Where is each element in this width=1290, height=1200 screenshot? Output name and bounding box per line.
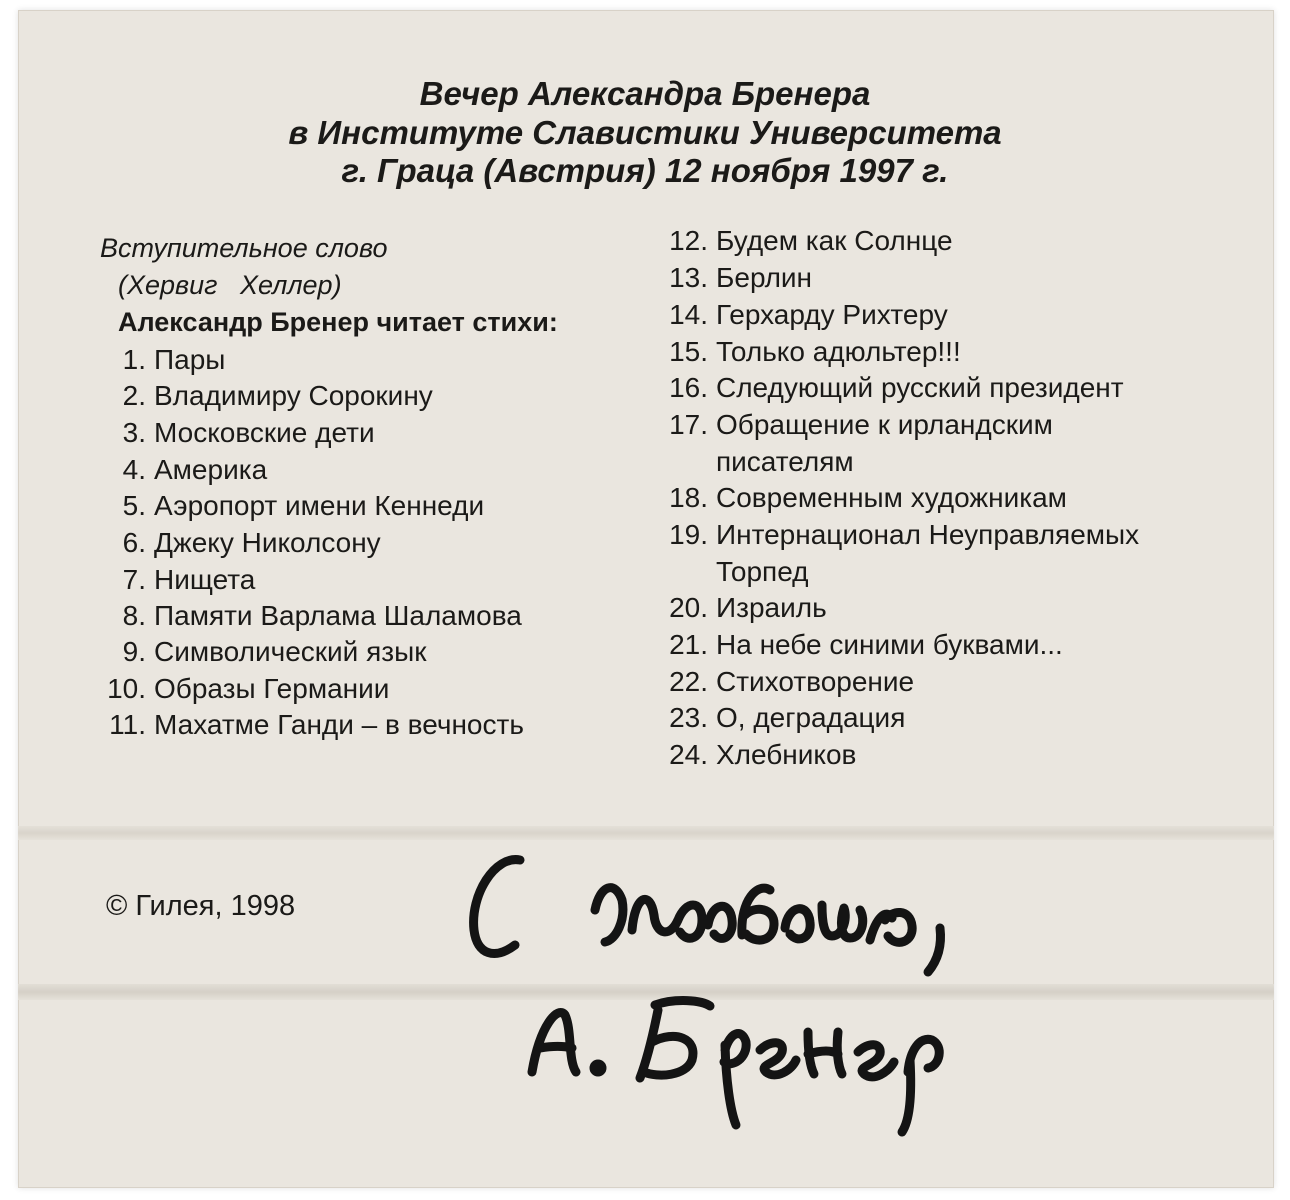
item-number: 8. bbox=[122, 600, 146, 631]
list-item bbox=[103, 600, 522, 632]
list-item bbox=[103, 344, 225, 376]
item-number: 7. bbox=[122, 564, 146, 595]
list-item bbox=[103, 673, 389, 705]
item-title: писателям bbox=[716, 446, 854, 477]
item-title: Нищета bbox=[154, 564, 256, 595]
item-title: Образы Германии bbox=[154, 673, 390, 704]
list-item bbox=[664, 519, 1139, 551]
item-title: Стихотворение bbox=[716, 666, 915, 697]
list-item bbox=[103, 636, 426, 668]
list-item bbox=[103, 490, 484, 522]
list-item bbox=[103, 564, 255, 596]
list-item bbox=[664, 446, 854, 478]
list-item bbox=[664, 299, 948, 331]
item-title: О, деградация bbox=[716, 702, 906, 733]
item-number: 22. bbox=[669, 666, 708, 697]
list-item bbox=[664, 262, 812, 294]
intro-label: Вступительное слово bbox=[100, 233, 388, 263]
list-item bbox=[664, 592, 827, 624]
item-number: 15. bbox=[669, 336, 708, 367]
item-title: Израиль bbox=[716, 592, 827, 623]
item-number: 2. bbox=[122, 380, 146, 411]
item-number: 19. bbox=[669, 519, 708, 550]
list-item bbox=[664, 372, 1124, 404]
item-number: 21. bbox=[669, 629, 708, 660]
list-item bbox=[664, 666, 914, 698]
item-title: Памяти Варлама Шаламова bbox=[154, 600, 522, 631]
copyright-line: © Гилея, 1998 bbox=[106, 890, 296, 922]
item-title: Аэропорт имени Кеннеди bbox=[154, 490, 485, 521]
item-title: Обращение к ирландским bbox=[716, 409, 1053, 440]
list-item bbox=[664, 336, 961, 368]
item-number: 5. bbox=[122, 490, 146, 521]
item-title: На небе синими буквами... bbox=[716, 629, 1063, 660]
list-item bbox=[664, 556, 809, 588]
reads-heading: Александр Бренер читает стихи: bbox=[118, 307, 558, 337]
item-title: Будем как Солнце bbox=[716, 225, 953, 256]
item-title: Современным художникам bbox=[716, 482, 1067, 513]
item-number: 10. bbox=[107, 673, 146, 704]
title-line-1: Вечер Александра Бренера bbox=[419, 75, 871, 112]
item-number: 6. bbox=[122, 527, 146, 558]
item-title: Берлин bbox=[716, 262, 813, 293]
item-number: 14. bbox=[669, 299, 708, 330]
item-number: 1. bbox=[122, 344, 146, 375]
title-line-3: г. Граца (Австрия) 12 ноября 1997 г. bbox=[341, 152, 949, 189]
item-title: Хлебников bbox=[716, 739, 857, 770]
list-item bbox=[664, 739, 856, 771]
item-number: 13. bbox=[669, 262, 708, 293]
item-number: 11. bbox=[109, 709, 146, 740]
item-title: Джеку Николсону bbox=[154, 527, 381, 558]
item-title: Только адюльтер!!! bbox=[716, 336, 961, 367]
item-title: Владимиру Сорокину bbox=[154, 380, 433, 411]
intro-speaker: (Хервиг Хеллер) bbox=[118, 270, 342, 300]
item-title: Пары bbox=[154, 344, 226, 375]
item-number: 17. bbox=[669, 409, 708, 440]
list-item bbox=[103, 527, 381, 559]
item-number: 4. bbox=[122, 454, 146, 485]
item-title: Герхарду Рихтеру bbox=[716, 299, 948, 330]
item-number: 3. bbox=[122, 417, 146, 448]
item-title: Махатме Ганди – в вечность bbox=[154, 709, 524, 740]
item-number: 18. bbox=[669, 482, 708, 513]
item-number: 24. bbox=[669, 739, 708, 770]
item-title: Московские дети bbox=[154, 417, 375, 448]
list-item bbox=[103, 380, 433, 412]
item-title: Интернационал Неуправляемых bbox=[716, 519, 1140, 550]
item-title: Торпед bbox=[716, 556, 809, 587]
list-item bbox=[664, 482, 1067, 514]
item-title: Америка bbox=[154, 454, 268, 485]
list-item bbox=[664, 629, 1063, 661]
list-item bbox=[664, 225, 953, 257]
handwritten-inscription bbox=[440, 810, 1040, 1140]
list-item bbox=[103, 454, 267, 486]
list-item bbox=[664, 409, 1053, 441]
item-number: 16. bbox=[669, 372, 708, 403]
item-number: 9. bbox=[122, 636, 146, 667]
item-number: 12. bbox=[669, 225, 708, 256]
item-number: 23. bbox=[669, 702, 708, 733]
list-item bbox=[103, 417, 375, 449]
item-title: Символический язык bbox=[154, 636, 427, 667]
title-line-2: в Институте Славистики Университета bbox=[288, 114, 1002, 151]
list-item bbox=[664, 702, 905, 734]
item-number: 20. bbox=[669, 592, 708, 623]
item-title: Следующий русский президент bbox=[716, 372, 1124, 403]
list-item bbox=[103, 709, 524, 741]
